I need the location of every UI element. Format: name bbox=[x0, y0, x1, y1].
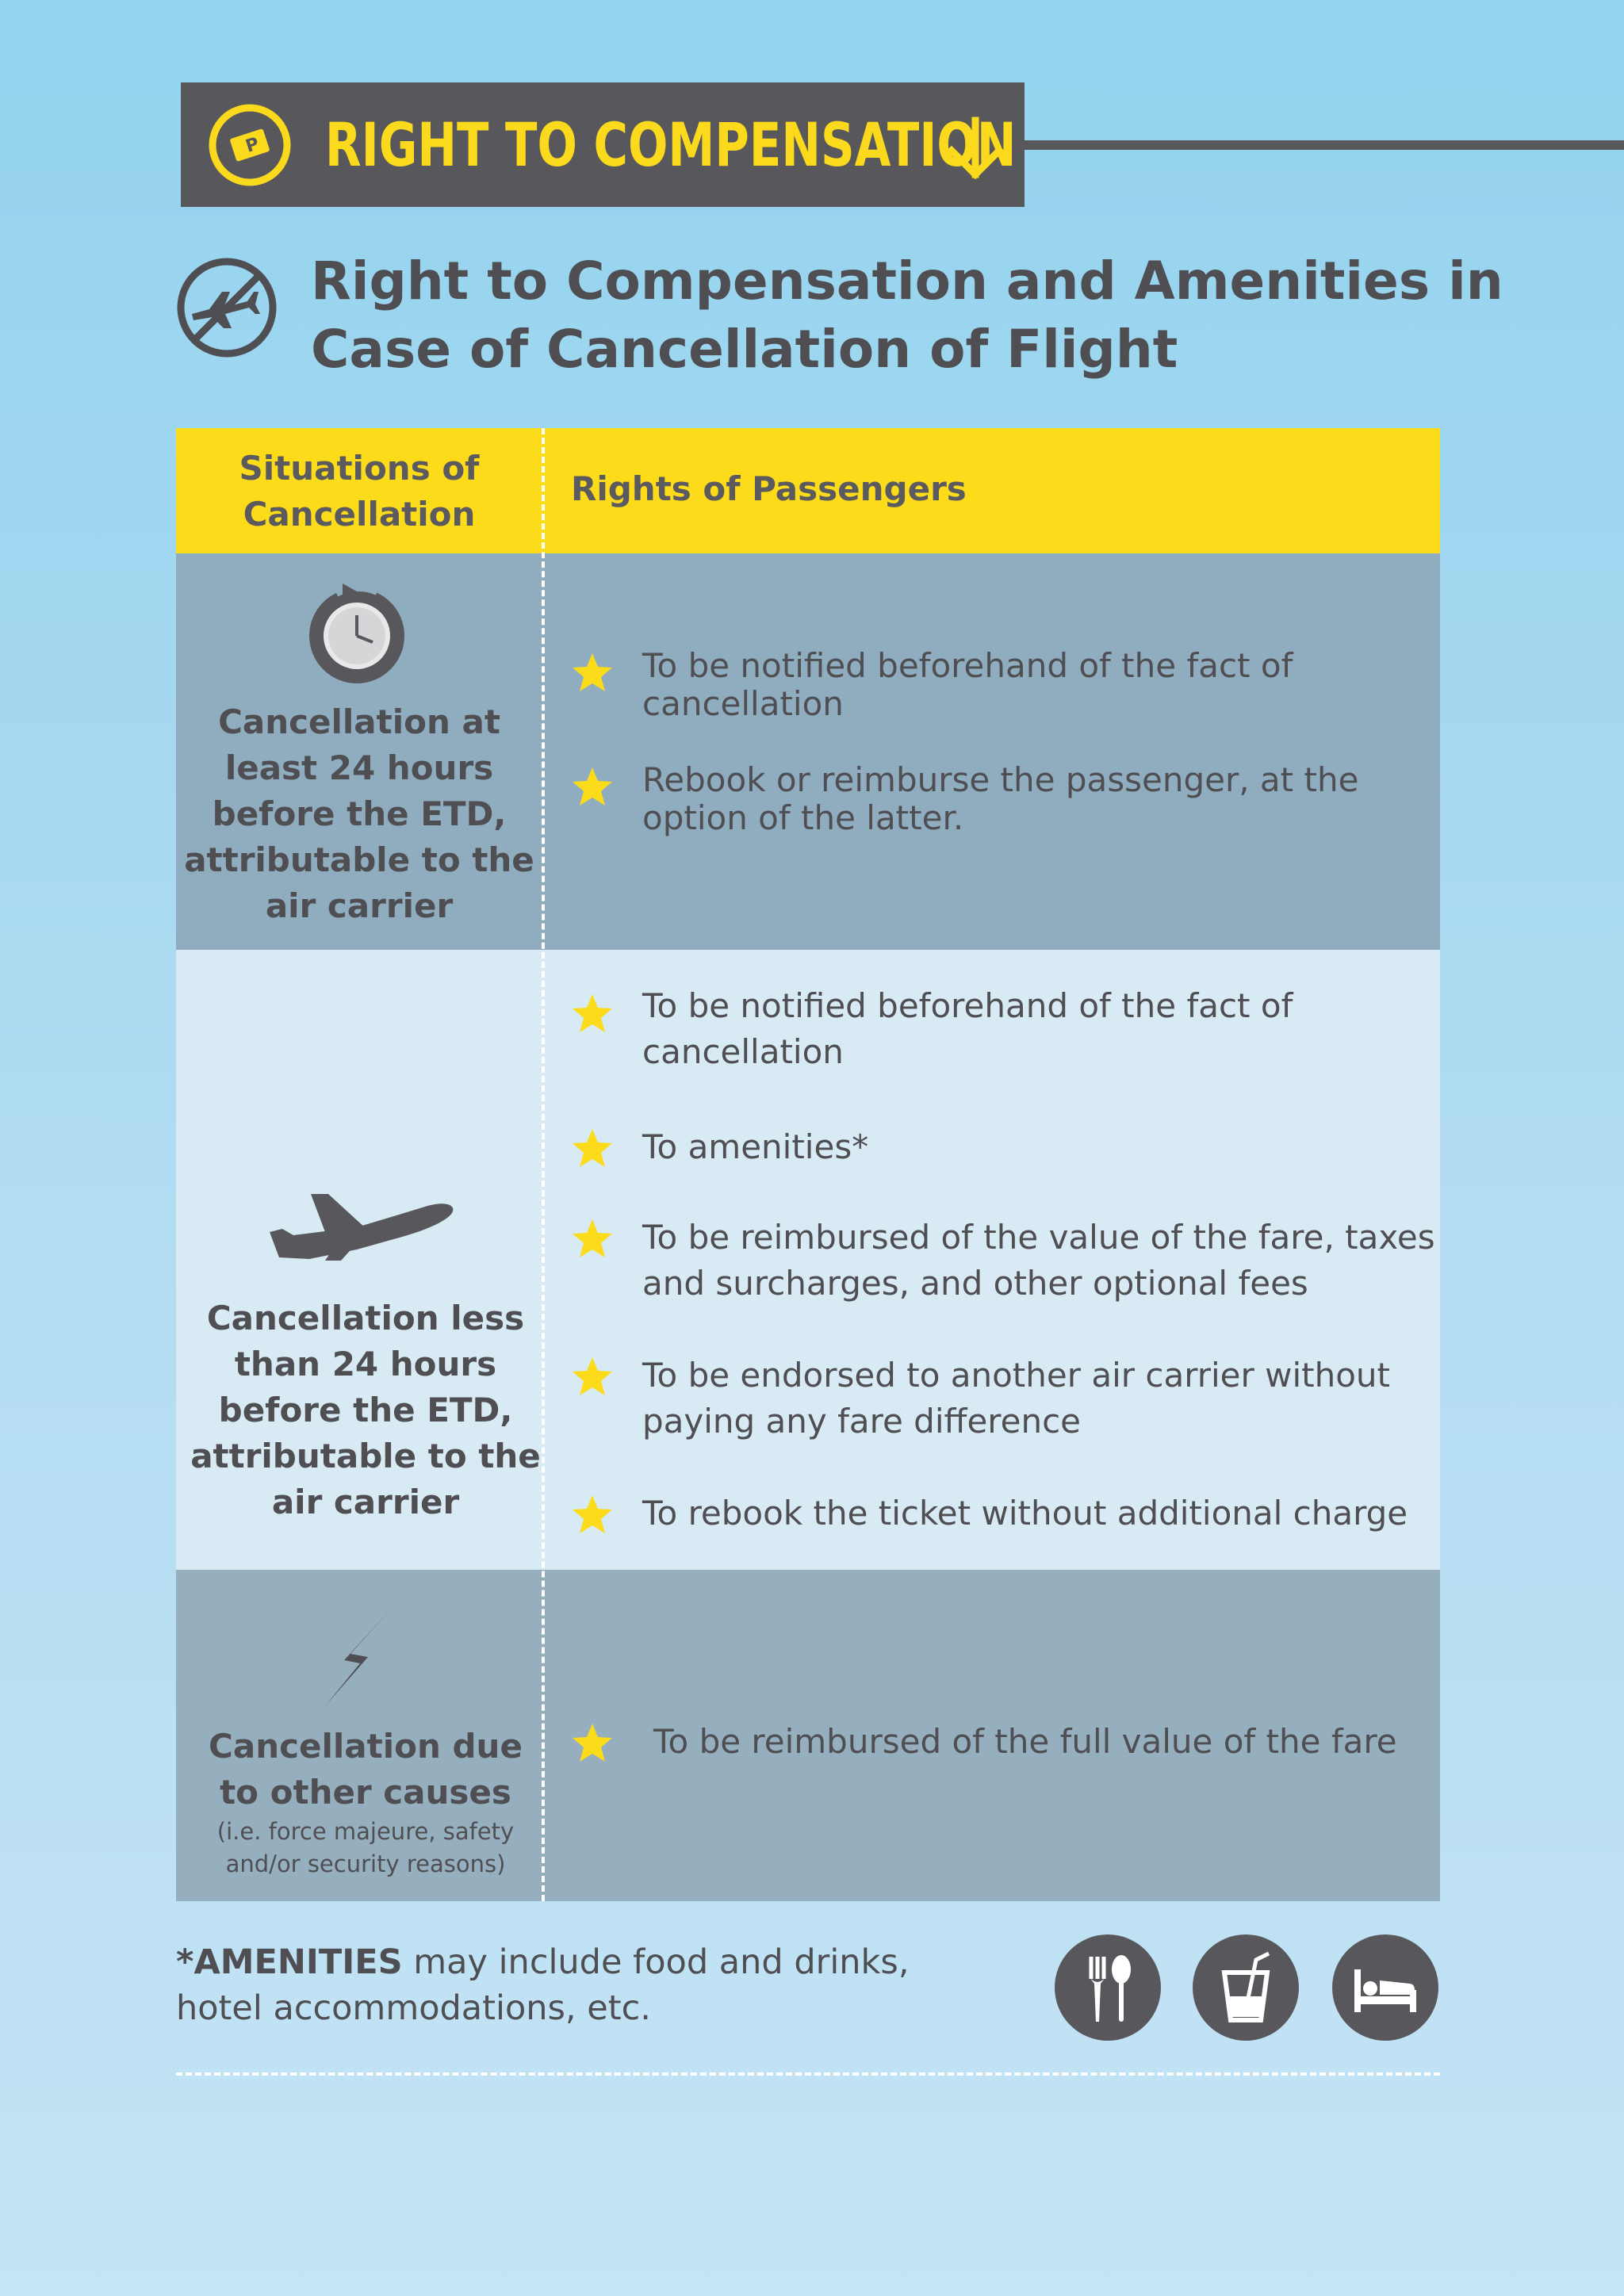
footnote-bold: *AMENITIES bbox=[176, 1942, 403, 1982]
right-line: To be reimbursed of the full value of the fare bbox=[653, 1722, 1397, 1761]
right-line: To amenities* bbox=[642, 1127, 869, 1166]
star-icon bbox=[571, 1722, 614, 1765]
right-line: cancellation bbox=[642, 1032, 844, 1071]
situation-text bbox=[182, 1724, 549, 1881]
page-title bbox=[311, 247, 1503, 384]
star-icon bbox=[571, 652, 614, 695]
star-icon bbox=[571, 1127, 614, 1170]
airplane-icon bbox=[262, 1188, 460, 1264]
right-line: To be reimbursed of the value of the fare, taxes bbox=[642, 1218, 1435, 1257]
star-icon bbox=[571, 1218, 614, 1261]
lightning-icon bbox=[320, 1605, 400, 1708]
situation-line: than 24 hours bbox=[234, 1345, 497, 1383]
situation-line: least 24 hours bbox=[224, 748, 494, 787]
situation-line: attributable to the bbox=[184, 840, 534, 879]
situation-line: air carrier bbox=[271, 1483, 460, 1521]
star-icon bbox=[571, 1356, 614, 1399]
right-line: cancellation bbox=[642, 684, 844, 723]
right-line: To be notified beforehand of the fact of bbox=[642, 646, 1293, 685]
table-header bbox=[176, 428, 1440, 553]
star-icon bbox=[571, 766, 614, 809]
situation-line: Cancellation due bbox=[209, 1727, 523, 1766]
section-banner bbox=[181, 82, 1025, 207]
table-row bbox=[176, 950, 1440, 1570]
bed-icon bbox=[1332, 1934, 1438, 2041]
banner-title: RIGHT TO COMPENSATION bbox=[325, 109, 1017, 180]
right-line: To be endorsed to another air carrier without bbox=[642, 1356, 1391, 1395]
footnote-text: may include food and drinks, bbox=[402, 1942, 910, 1982]
no-flight-icon bbox=[174, 255, 279, 360]
footnote-text: hotel accommodations, etc. bbox=[176, 1988, 651, 2028]
header-situations-line: Cancellation bbox=[243, 495, 476, 534]
situation-line: before the ETD, bbox=[218, 1391, 513, 1429]
situation-line: air carrier bbox=[265, 886, 454, 925]
right-line: and surcharges, and other optional fees bbox=[642, 1264, 1308, 1303]
amenities-footnote bbox=[176, 1939, 969, 2031]
header-situations-line: Situations of bbox=[239, 449, 480, 488]
situation-line: attributable to the bbox=[190, 1437, 541, 1475]
situation-line: before the ETD, bbox=[212, 794, 507, 833]
situation-text bbox=[176, 699, 542, 929]
svg-text:P: P bbox=[243, 134, 262, 157]
drink-icon bbox=[1193, 1934, 1299, 2041]
bottom-divider bbox=[176, 2072, 1440, 2076]
right-line: To be notified beforehand of the fact of bbox=[642, 986, 1293, 1025]
situation-line: to other causes bbox=[220, 1773, 511, 1812]
column-divider bbox=[542, 428, 545, 1901]
situation-line: Cancellation at bbox=[218, 702, 500, 741]
table-row bbox=[176, 553, 1440, 950]
page-title-line: Right to Compensation and Amenities in bbox=[311, 251, 1503, 312]
right-line: Rebook or reimburse the passenger, at the bbox=[642, 760, 1359, 799]
situation-text bbox=[182, 1295, 549, 1525]
right-line: To rebook the ticket without additional charge bbox=[642, 1494, 1408, 1533]
header-situations bbox=[176, 446, 542, 538]
situation-note: (i.e. force majeure, safety bbox=[216, 1818, 515, 1845]
header-rights: Rights of Passengers bbox=[571, 469, 967, 508]
ticket-icon bbox=[206, 101, 293, 189]
star-icon bbox=[571, 993, 614, 1035]
star-icon bbox=[571, 1494, 614, 1536]
rights-table bbox=[176, 428, 1440, 1901]
table-row bbox=[176, 1570, 1440, 1901]
situation-line: Cancellation less bbox=[206, 1299, 525, 1337]
banner-rule bbox=[1023, 140, 1624, 150]
fork-spoon-icon bbox=[1055, 1934, 1161, 2041]
right-line: option of the latter. bbox=[642, 798, 964, 837]
page-title-line: Case of Cancellation of Flight bbox=[311, 319, 1178, 380]
right-line: paying any fare difference bbox=[642, 1402, 1082, 1441]
arrow-down-icon bbox=[942, 116, 1009, 182]
situation-note: and/or security reasons) bbox=[225, 1850, 506, 1877]
clock-icon bbox=[304, 582, 409, 687]
